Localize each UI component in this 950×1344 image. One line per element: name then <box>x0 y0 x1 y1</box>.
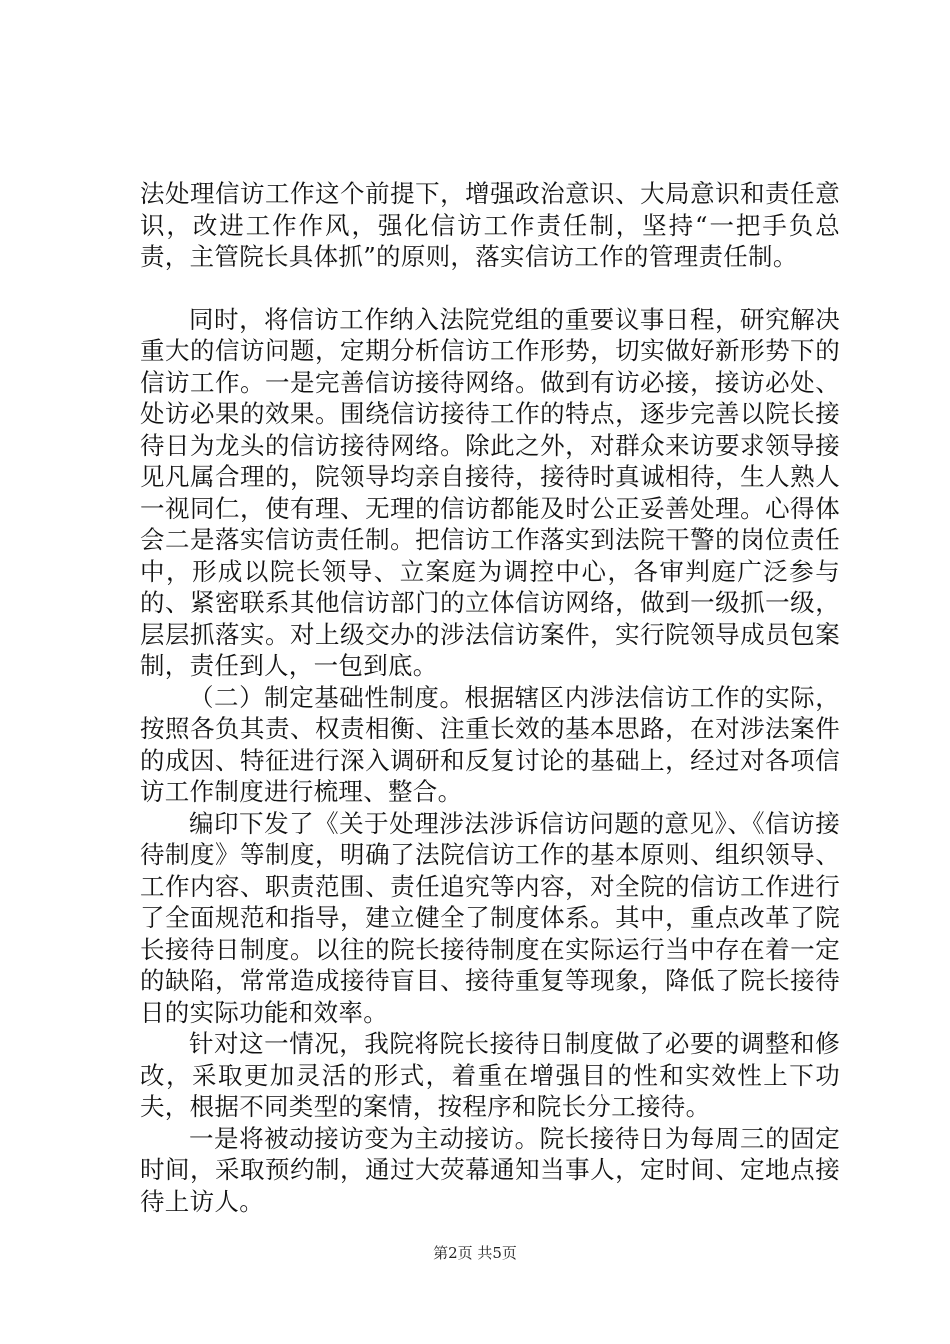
paragraph: 针对这一情况，我院将院长接待日制度做了必要的调整和修改，采取更加灵活的形式，着重在增强目的性和实效性上下功夫，根据不同类型的案情，按程序和院长分工接待。 <box>140 1029 840 1121</box>
page-number-footer: 第2页 共5页 <box>433 1244 517 1262</box>
document-body <box>140 178 840 1217</box>
paragraph: 编印下发了《关于处理涉法涉诉信访问题的意见》、《信访接待制度》等制度，明确了法院信访工作的基本原则、组织领导、工作内容、职责范围、责任追究等内容，对全院的信访工作进行了全面规范和指导，建立健全了制度体系。其中，重点改革了院长接待日制度。以往的院长接待制度在实际运行当中存在着一定的缺陷，常常造成接待盲目、接待重复等现象，降低了院长接待日的实际功能和效率。 <box>140 808 840 1027</box>
paragraph: （二）制定基础性制度。根据辖区内涉法信访工作的实际，按照各负其责、权责相衡、注重长效的基本思路，在对涉法案件的成因、特征进行深入调研和反复讨论的基础上，经过对各项信访工作制度进行梳理、整合。 <box>140 682 840 806</box>
paragraph: 一是将被动接访变为主动接访。院长接待日为每周三的固定时间，采取预约制，通过大荧幕通知当事人，定时间、定地点接待上访人。 <box>140 1123 840 1216</box>
paragraph-continuation: 法处理信访工作这个前提下，增强政治意识、大局意识和责任意识，改进工作作风，强化信访工作责任制，坚持“一把手负总责，主管院长具体抓”的原则，落实信访工作的管理责任制。 <box>140 179 840 271</box>
paragraph: 同时，将信访工作纳入法院党组的重要议事日程，研究解决重大的信访问题，定期分析信访工作形势，切实做好新形势下的信访工作。一是完善信访接待网络。做到有访必接，接访必处、处访必果的效果。围绕信访接待工作的特点，逐步完善以院长接待日为龙头的信访接待网络。除此之外，对群众来访要求领导接见凡属合理的，院领导均亲自接待，接待时真诚相待，生人熟人一视同仁，使有理、无理的信访都能及时公正妥善处理。心得体会二是落实信访责任制。把信访工作落实到法院干警的岗位责任中，形成以院长领导、立案庭为调控中心，各审判庭广泛参与的、紧密联系其他信访部门的立体信访网络，做到一级抓一级，层层抓落实。对上级交办的涉法信访案件，实行院领导成员包案制，责任到人，一包到底。 <box>140 304 840 680</box>
